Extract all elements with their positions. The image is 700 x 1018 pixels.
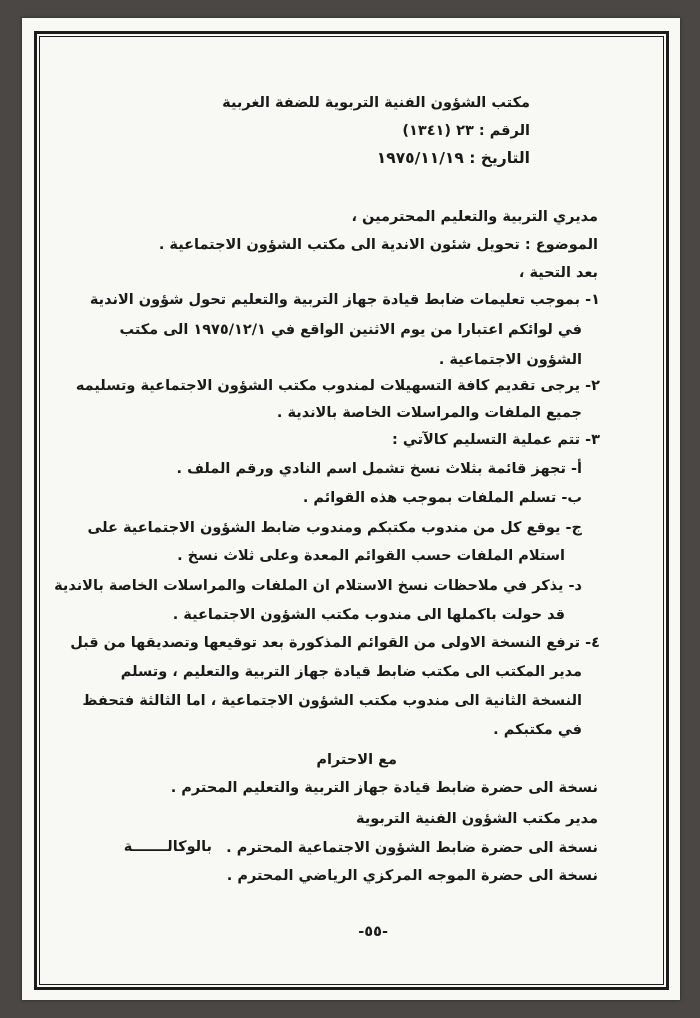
page-number: -٥٥- (358, 924, 388, 940)
item-2-line-1: ٢- يرجى تقديم كافة التسهيلات لمندوب مكتب الشؤون الاجتماعية وتسليمه (75, 378, 600, 394)
item-3-line-1: ٣- تتم عملية التسليم كالآتي : (392, 432, 600, 448)
item-4-line-4: في مكتبكم . (493, 722, 582, 738)
document-date: التاريخ : ١٩٧٥/١١/١٩ (376, 149, 530, 167)
item-4-line-2: مدير المكتب الى مكتب ضابط قيادة جهاز التربية والتعليم ، وتسلم (120, 664, 582, 680)
item-3-b: ب- تسلم الملفات بموجب هذه القوائم . (302, 490, 582, 506)
copy-to-2: نسخة الى حضرة ضابط الشؤون الاجتماعية المحترم . (226, 840, 598, 856)
office-heading: مكتب الشؤون الفنية التربوية للضفة الغربية (222, 95, 530, 111)
signatory-title: مدير مكتب الشؤون الفنية التربوية (356, 811, 598, 827)
copy-to-1: نسخة الى حضرة ضابط قيادة جهاز التربية والتعليم المحترم . (170, 780, 598, 796)
item-3-c-line-2: استلام الملفات حسب القوائم المعدة وعلى ثلاث نسخ . (177, 548, 565, 564)
addressee: مديري التربية والتعليم المحترمين ، (351, 209, 598, 225)
closing-regards: مع الاحترام (316, 752, 397, 768)
item-1-line-1: ١- بموجب تعليمات ضابط قيادة جهاز التربية والتعليم تحول شؤون الاندية (89, 292, 600, 308)
item-3-d-line-2: قد حولت باكملها الى مندوب مكتب الشؤون الاجتماعية . (172, 607, 565, 623)
item-3-d-line-1: د- يذكر في ملاحظات نسخ الاستلام ان الملفات والمراسلات الخاصة بالاندية (54, 578, 582, 594)
reference-number: الرقم : ٢٣ (١٣٤١) (402, 123, 530, 139)
item-2-line-2: جميع الملفات والمراسلات الخاصة بالاندية . (276, 405, 582, 421)
item-1-line-3: الشؤون الاجتماعية . (438, 352, 582, 368)
subject-line: الموضوع : تحويل شئون الاندية الى مكتب الشؤون الاجتماعية . (158, 237, 598, 253)
item-1-line-2: في لوائكم اعتبارا من يوم الاثنين الواقع في ١٩٧٥/١٢/١ الى مكتب (119, 322, 582, 338)
greeting: بعد التحية ، (518, 265, 598, 281)
signatory-acting: بالوكالـــــــة (123, 839, 212, 855)
item-4-line-1: ٤- ترفع النسخة الاولى من القوائم المذكورة بعد توقيعها وتصديقها من قبل (70, 635, 600, 651)
copy-to-3: نسخة الى حضرة الموجه المركزي الرياضي المحترم . (226, 868, 598, 884)
document-page (22, 18, 680, 1000)
item-4-line-3: النسخة الثانية الى مندوب مكتب الشؤون الاجتماعية ، اما الثالثة فتحفظ (82, 693, 582, 709)
item-3-c-line-1: ج- يوقع كل من مندوب مكتبكم ومندوب ضابط الشؤون الاجتماعية على (87, 520, 582, 536)
item-3-a: أ- تجهز قائمة بثلاث نسخ تشمل اسم النادي ورقم الملف . (176, 461, 582, 477)
